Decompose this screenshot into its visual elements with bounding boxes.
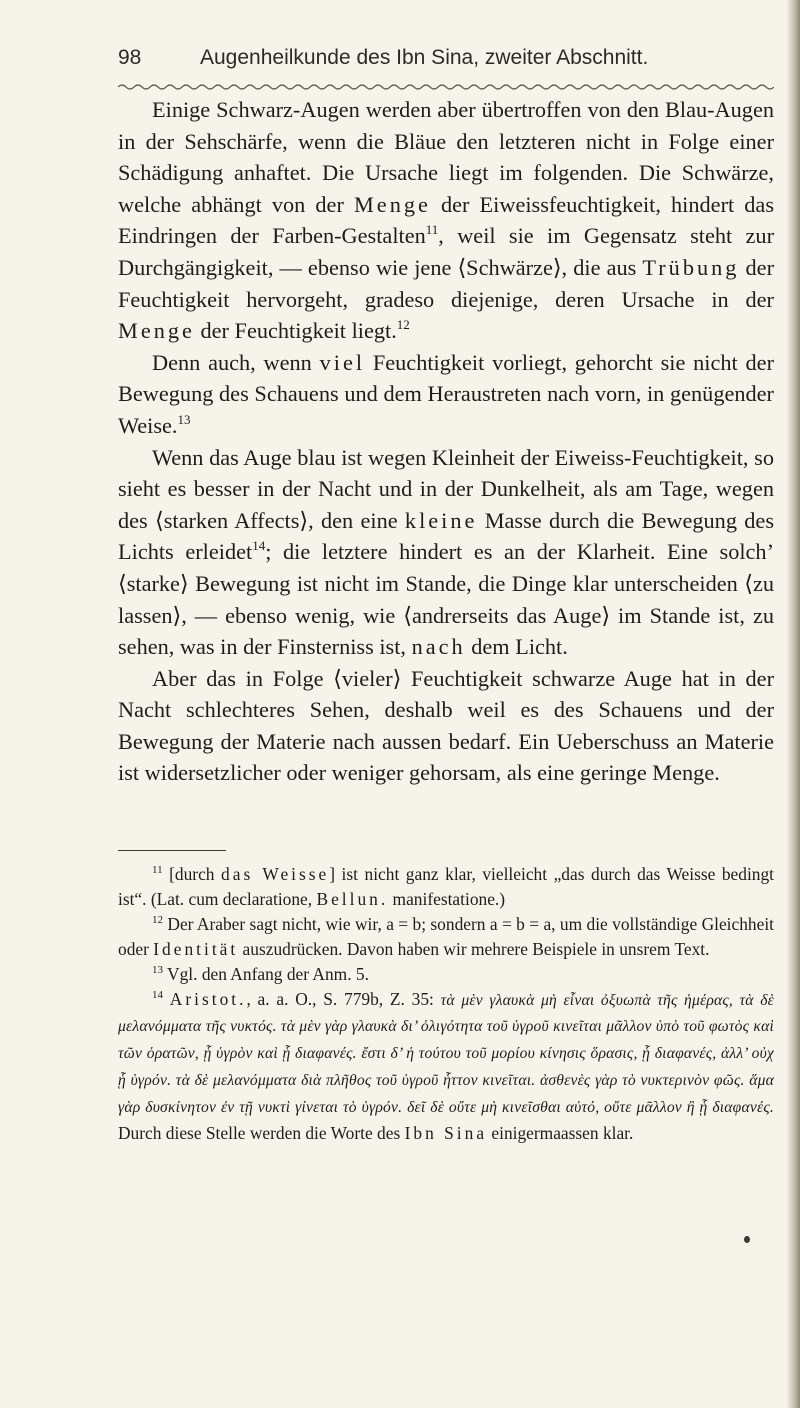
paragraph: Wenn das Auge blau ist wegen Kleinheit der Eiweiss-Feuchtigkeit, so sieht es besser in der Nacht und in der Dunkelheit, als am Tage, wegen des ⟨starken Affects⟩, den eine kleine Masse durch die Bewegung des Lichts erleidet$^{14}$; die letztere hindert es an der Klarheit. Eine solch’ ⟨starke⟩ Bewegung ist nicht im Stande, die Dinge klar unterscheiden ⟨zu lassen⟩, — ebenso wenig, wie ⟨andrerseits das Auge⟩ im Stande ist, zu sehen, was in der Finsterniss ist, nach dem Licht. <box>118 444 775 660</box>
printer-dot-mark <box>744 1236 750 1243</box>
page-header <box>118 44 768 80</box>
page-number: 98 <box>118 46 142 69</box>
paragraph: Denn auch, wenn viel Feuchtigkeit vorliegt, gehorcht sie nicht der Bewegung des Schauens und dem Heraustreten nach vorn, in genügender Weise.$^{13}$ <box>118 349 774 438</box>
wavy-header-rule <box>118 82 774 92</box>
main-text <box>118 94 774 789</box>
footnote-separator <box>118 850 226 851</box>
footnote-ref[interactable]: 13 <box>177 411 191 427</box>
footnote-12: $^{12}$ Der Araber sagt nicht, wie wir, a = b; sondern a = b = a, um die vollständige Gleichheit oder Identität auszudrücken. Davon haben wir mehrere Beispiele in unsrem Text. <box>118 913 774 959</box>
footnote-ref[interactable]: 11 <box>425 222 439 238</box>
greek-quotation: τὰ μὲν γλαυκὰ μὴ εἶναι ὀξυωπὰ τῆς ἡμέρας, τὰ δὲ μελανόμματα τῆς νυκτός. τὰ μὲν γὰρ γλαυκὰ δι’ ὀλιγότητα τοῦ ὑγροῦ κινεῖται μᾶλλον ὑπὸ τοῦ φωτὸς καὶ τῶν ὁρατῶν, ᾗ ὑγρὸν καὶ ᾗ διαφανές. ἔστι δ’ ἡ τούτου τοῦ μορίου κίνησις ὅρασις, ᾗ διαφανές, ἀλλ’ οὐχ ᾗ ὑγρόν. τὰ δὲ μελανόμματα διὰ πλῆθος τοῦ ὑγροῦ ἧττον κινεῖται. ἀσθενὲς γὰρ τὸ νυκτερινὸν φῶς. ἅμα γὰρ δυσκίνητον ἐν τῇ νυκτὶ γίνεται τὸ ὑγρόν. δεῖ δὲ οὔτε μὴ κινεῖσθαι αὐτό, οὔτε μᾶλλον ἢ ᾗ διαφανές. <box>118 991 775 1117</box>
running-head: Augenheilkunde des Ibn Sina, zweiter Abschnitt. <box>200 46 649 69</box>
footnote-ref[interactable]: 14 <box>252 538 266 554</box>
footnotes <box>118 862 774 1146</box>
paragraph: Einige Schwarz-Augen werden aber übertroffen von den Blau-Augen in der Sehschärfe, wenn die Bläue den letzteren nicht in Folge einer Schädigung anhaftet. Die Ursache liegt im folgenden. Die Schwärze, welche abhängt von der Menge der Eiweissfeuchtigkeit, hindert das Eindringen der Farben-Gestalten$^{11}$, weil sie im Gegensatz steht zur Durchgängigkeit, — ebenso wie jene ⟨Schwärze⟩, die aus Trübung der Feuchtigkeit hervorgeht, gradeso diejenige, deren Ursache in der Menge der Feuchtigkeit liegt.$^{12}$ <box>118 97 775 344</box>
page-edge-shadow <box>786 0 800 1408</box>
paragraph: Aber das in Folge ⟨vieler⟩ Feuchtigkeit schwarze Auge hat in der Nacht schlechteres Sehen, deshalb weil es des Schauens und der Bewegung der Materie nach aussen bedarf. Ein Ueberschuss an Materie ist widersetzlicher oder weniger gehorsam, als eine geringe Menge. <box>118 665 774 786</box>
footnote-ref[interactable]: 12 <box>396 317 410 333</box>
footnote-14: $^{14}$ Aristot., a. a. O., S. 779b, Z. 35: τὰ μὲν γλαυκὰ μὴ εἶναι ὀξυωπὰ τῆς ἡμέρας, τὰ δὲ μελανόμματα τῆς νυκτός. τὰ μὲν γὰρ γλαυκὰ δι’ ὀλιγότητα τοῦ ὑγροῦ κινεῖται μᾶλλον ὑπὸ τοῦ φωτὸς καὶ τῶν ὁρατῶν, ᾗ ὑγρὸν καὶ ᾗ διαφανές. ἔστι δ’ ἡ τούτου τοῦ μορίου κίνησις ὅρασις, ᾗ διαφανές, ἀλλ’ οὐχ ᾗ ὑγρόν. τὰ δὲ μελανόμματα διὰ πλῆθος τοῦ ὑγροῦ ἧττον κινεῖται. ἀσθενὲς γὰρ τὸ νυκτερινὸν φῶς. ἅμα γὰρ δυσκίνητον ἐν τῇ νυκτὶ γίνεται τὸ ὑγρόν. δεῖ δὲ οὔτε μὴ κινεῖσθαι αὐτό, οὔτε μᾶλλον ἢ ᾗ διαφανές. Durch diese Stelle werden die Worte des Ibn Sina einigermaassen klar. <box>118 988 775 1144</box>
footnote-13: $^{13}$ Vgl. den Anfang der Anm. 5. <box>152 963 369 984</box>
footnote-11: $^{11}$ [durch das Weisse] ist nicht ganz klar, vielleicht „das durch das Weisse bedingt ist“. (Lat. cum declaratione, Bellun. manifestatione.) <box>118 864 775 909</box>
